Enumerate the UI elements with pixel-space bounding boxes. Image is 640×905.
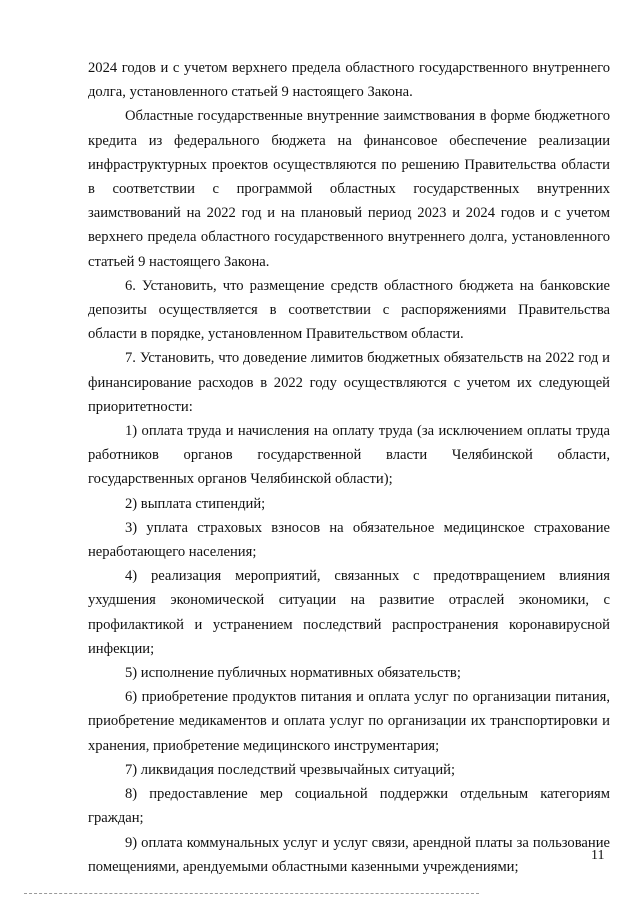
priority-item-8: 8) предоставление мер социальной поддержки отдельным категориям граждан; [88,786,610,827]
priority-item-5: 5) исполнение публичных нормативных обязательств; [125,665,461,682]
priority-item-1: 1) оплата труда и начисления на оплату труда (за исключением оплаты труда работников органов государственной власти Челябинской области, государственных органов Челябинской области); [88,423,610,488]
priority-item-6: 6) приобретение продуктов питания и оплата услуг по организации питания, приобретение медикаментов и оплата услуг по организации их транспортировки и хранения, приобретение медицинского инструментария; [88,689,610,754]
priority-item-3: 3) уплата страховых взносов на обязательное медицинское страхование неработающего населения; [88,519,610,561]
priority-item-4: 4) реализация мероприятий, связанных с предотвращением влияния ухудшения экономической ситуации на развитие отраслей экономики, с профилактикой и устранением последствий распространения коронавирусной инфекции; [88,568,610,657]
document-body [88,56,610,879]
paragraph-continuation: 2024 годов и с учетом верхнего предела областного государственного внутреннего долга, установленного статьей 9 настоящего Закона. [88,60,610,101]
footer-divider [24,893,479,894]
priority-item-2: 2) выплата стипендий; [125,495,266,512]
paragraph-borrowings: Областные государственные внутренние заимствования в форме бюджетного кредита из федерального бюджета на финансовое обеспечение реализации инфраструктурных проектов осуществляются по решению Правительства области в соответствии с программой областных государственных внутренних заимствований на 2022 год и на плановый период 2023 и 2024 годов и с учетом верхнего предела областного государственного внутреннего долга, установленного статьей 9 настоящего Закона. [88,108,610,270]
priority-item-9: 9) оплата коммунальных услуг и услуг связи, арендной платы за пользование помещениями, арендуемыми областными казенными учреждениями; [88,834,610,875]
paragraph-item-7: 7. Установить, что доведение лимитов бюджетных обязательств на 2022 год и финансирование расходов в 2022 году осуществляются с учетом их следующей приоритетности: [88,350,610,415]
priority-item-7: 7) ликвидация последствий чрезвычайных ситуаций; [125,761,456,778]
page-number: 11 [591,848,605,863]
paragraph-item-6: 6. Установить, что размещение средств областного бюджета на банковские депозиты осуществляется в соответствии с распоряжениями Правительства области в порядке, установленном Правительством области. [88,277,610,343]
